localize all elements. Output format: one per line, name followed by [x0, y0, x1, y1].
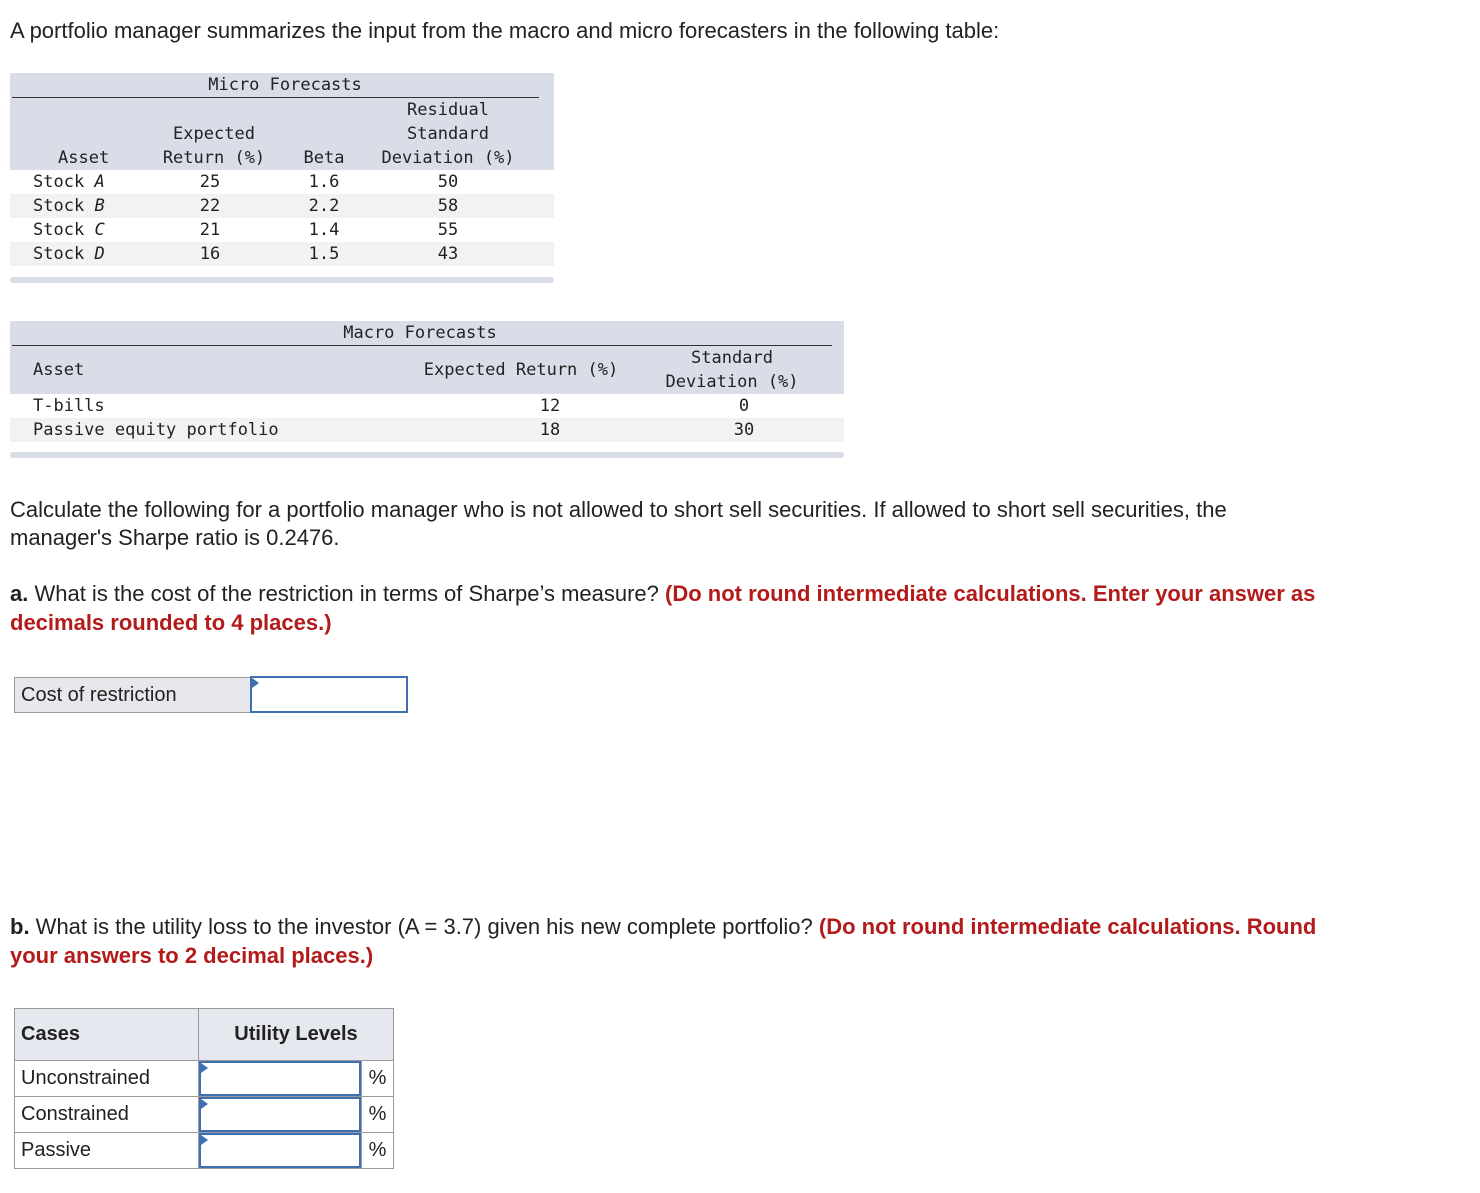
macro-title: Macro Forecasts [343, 323, 497, 343]
percent-unit: % [362, 1061, 394, 1097]
cost-of-restriction-label: Cost of restriction [14, 677, 251, 713]
answer-flag-icon [201, 1099, 208, 1109]
residual-sd-cell: 58 [437, 196, 459, 216]
expected-return-cell: 18 [539, 420, 561, 440]
asset-prefix: Stock [33, 196, 85, 216]
answer-flag-icon [201, 1063, 208, 1073]
answer-flag-icon [252, 678, 259, 688]
part-a-letter: a. [10, 581, 29, 606]
intro-text: A portfolio manager summarizes the input from the macro and micro forecasters in the following table: [10, 18, 1000, 43]
answer-flag-icon [201, 1135, 208, 1145]
expected-header-line2: Return (%) [162, 148, 266, 168]
part-b-question [10, 912, 1316, 941]
utility-levels-table [14, 1008, 394, 1169]
part-a-instruction: (Do not round intermediate calculations. Enter your answer as [665, 581, 1316, 606]
expected-return-cell: 16 [199, 244, 221, 264]
asset-prefix: Stock [33, 220, 85, 240]
utility-levels-header: Utility Levels [199, 1009, 394, 1061]
part-b-letter: b. [10, 914, 30, 939]
residual-header-line1: Residual [407, 100, 489, 120]
residual-header-line3: Deviation (%) [381, 148, 515, 168]
sd-header-line1: Standard [691, 348, 773, 368]
expected-return-cell: 25 [199, 172, 221, 192]
beta-header: Beta [303, 148, 345, 168]
beta-cell: 1.5 [308, 244, 340, 264]
asset-cell: Passive equity portfolio [33, 420, 279, 440]
expected-header-line1: Expected [173, 124, 255, 144]
passive-utility-input[interactable] [199, 1133, 362, 1169]
problem-line2: manager's Sharpe ratio is 0.2476. [10, 525, 340, 550]
unconstrained-utility-input[interactable] [199, 1061, 362, 1097]
asset-prefix: Stock [33, 244, 85, 264]
table-row [15, 1097, 394, 1133]
asset-letter: C [94, 220, 105, 240]
table-row [33, 220, 105, 240]
table-row [33, 244, 105, 264]
expected-return-cell: 12 [539, 396, 561, 416]
asset-header: Asset [58, 148, 110, 168]
expected-return-cell: 21 [199, 220, 221, 240]
micro-forecasts-table [10, 73, 554, 283]
problem-line1: Calculate the following for a portfolio manager who is not allowed to short sell securities. If allowed to short sell securities, the [10, 497, 1227, 522]
part-b-instruction: (Do not round intermediate calculations. Round [818, 914, 1317, 939]
part-a-question [10, 579, 1315, 608]
constrained-utility-input[interactable] [199, 1097, 362, 1133]
expected-return-cell: 22 [199, 196, 221, 216]
table-row [33, 196, 105, 216]
asset-header: Asset [33, 360, 85, 380]
asset-letter: B [94, 196, 105, 216]
expected-return-header: Expected Return (%) [423, 360, 619, 380]
part-b-text: What is the utility loss to the investor (A = 3.7) given his new complete portfolio? [29, 914, 813, 939]
micro-title: Micro Forecasts [208, 75, 362, 95]
cases-header: Cases [15, 1009, 199, 1061]
case-label: Unconstrained [15, 1061, 199, 1097]
asset-letter: D [94, 244, 105, 264]
table-row [33, 172, 105, 192]
asset-letter: A [94, 172, 105, 192]
case-label: Passive [15, 1133, 199, 1169]
asset-cell: T-bills [33, 396, 105, 416]
part-b-instruction-cont: your answers to 2 decimal places.) [10, 943, 374, 968]
table-row [15, 1061, 394, 1097]
residual-sd-cell: 55 [437, 220, 459, 240]
sd-cell: 30 [733, 420, 755, 440]
cost-of-restriction-input[interactable] [250, 676, 408, 713]
sd-header-line2: Deviation (%) [665, 372, 799, 392]
percent-unit: % [362, 1133, 394, 1169]
beta-cell: 1.6 [308, 172, 340, 192]
residual-sd-cell: 50 [437, 172, 459, 192]
macro-forecasts-table [10, 321, 844, 459]
part-a-instruction-cont: decimals rounded to 4 places.) [10, 610, 332, 635]
case-label: Constrained [15, 1097, 199, 1133]
part-a-text: What is the cost of the restriction in terms of Sharpe’s measure? [28, 581, 659, 606]
sd-cell: 0 [738, 396, 750, 416]
residual-sd-cell: 43 [437, 244, 459, 264]
asset-prefix: Stock [33, 172, 85, 192]
beta-cell: 2.2 [308, 196, 340, 216]
residual-header-line2: Standard [407, 124, 489, 144]
percent-unit: % [362, 1097, 394, 1133]
beta-cell: 1.4 [308, 220, 340, 240]
table-row [15, 1133, 394, 1169]
